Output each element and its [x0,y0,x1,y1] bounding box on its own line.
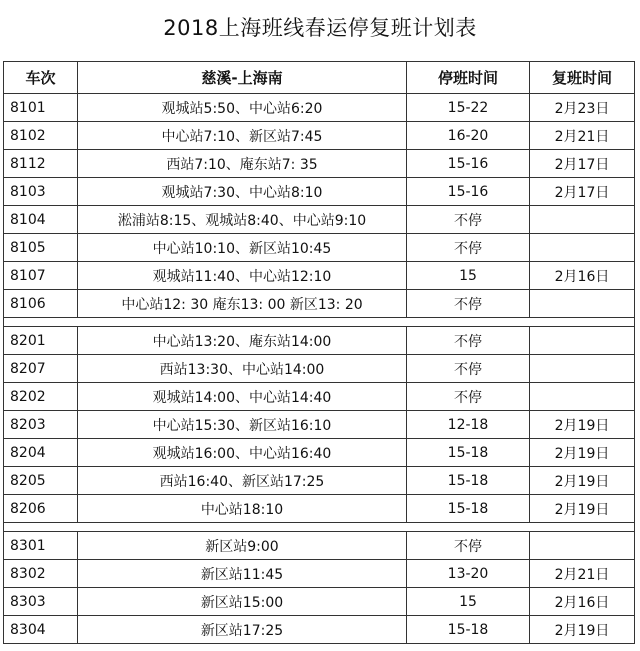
route-cell: 新区站17:25 [78,616,407,644]
table-row [4,355,635,383]
train-cell: 8304 [4,616,78,644]
table-header-row [4,62,635,94]
stop-time-cell: 不停 [407,383,530,411]
table-row [4,467,635,495]
stop-time-cell: 不停 [407,234,530,262]
train-cell: 8206 [4,495,78,523]
train-cell: 8207 [4,355,78,383]
route-cell: 西站16:40、新区站17:25 [78,467,407,495]
train-cell: 8106 [4,290,78,318]
route-cell: 中心站10:10、新区站10:45 [78,234,407,262]
header-resume-time: 复班时间 [530,62,635,94]
train-cell: 8107 [4,262,78,290]
route-cell: 观城站14:00、中心站14:40 [78,383,407,411]
table-row [4,290,635,318]
stop-time-cell: 15-18 [407,467,530,495]
stop-time-cell: 15 [407,262,530,290]
stop-time-cell: 不停 [407,327,530,355]
stop-time-cell: 12-18 [407,411,530,439]
train-cell: 8205 [4,467,78,495]
route-cell: 观城站16:00、中心站16:40 [78,439,407,467]
train-cell: 8101 [4,94,78,122]
stop-time-cell: 16-20 [407,122,530,150]
resume-time-cell [530,355,635,383]
route-cell: 中心站15:30、新区站16:10 [78,411,407,439]
resume-time-cell: 2月19日 [530,411,635,439]
route-cell: 新区站15:00 [78,588,407,616]
route-cell: 中心站18:10 [78,495,407,523]
table-row [4,234,635,262]
route-cell: 西站7:10、庵东站7: 35 [78,150,407,178]
resume-time-cell: 2月21日 [530,560,635,588]
stop-time-cell: 不停 [407,290,530,318]
stop-time-cell: 13-20 [407,560,530,588]
resume-time-cell: 2月17日 [530,178,635,206]
train-cell: 8202 [4,383,78,411]
table-row [4,94,635,122]
table-row [4,178,635,206]
header-route: 慈溪-上海南 [78,62,407,94]
stop-time-cell: 不停 [407,355,530,383]
train-cell: 8204 [4,439,78,467]
stop-time-cell: 不停 [407,532,530,560]
train-cell: 8112 [4,150,78,178]
resume-time-cell [530,206,635,234]
train-cell: 8302 [4,560,78,588]
train-cell: 8103 [4,178,78,206]
route-cell: 淞浦站8:15、观城站8:40、中心站9:10 [78,206,407,234]
resume-time-cell: 2月21日 [530,122,635,150]
page-title: 2018上海班线春运停复班计划表 [163,16,477,40]
stop-time-cell: 15 [407,588,530,616]
resume-time-cell: 2月17日 [530,150,635,178]
table-body [4,94,635,644]
train-cell: 8201 [4,327,78,355]
resume-time-cell: 2月23日 [530,94,635,122]
stop-time-cell: 15-16 [407,150,530,178]
stop-time-cell: 15-18 [407,495,530,523]
table-row [4,495,635,523]
route-cell: 西站13:30、中心站14:00 [78,355,407,383]
resume-time-cell [530,234,635,262]
train-cell: 8303 [4,588,78,616]
route-cell: 观城站5:50、中心站6:20 [78,94,407,122]
table-row [4,411,635,439]
route-cell: 中心站13:20、庵东站14:00 [78,327,407,355]
table-row [4,150,635,178]
table-row [4,262,635,290]
resume-time-cell [530,290,635,318]
route-cell: 新区站11:45 [78,560,407,588]
table-row [4,560,635,588]
header-stop-time: 停班时间 [407,62,530,94]
resume-time-cell: 2月19日 [530,616,635,644]
resume-time-cell: 2月16日 [530,262,635,290]
header-train: 车次 [4,62,78,94]
route-cell: 中心站7:10、新区站7:45 [78,122,407,150]
train-cell: 8104 [4,206,78,234]
stop-time-cell: 15-22 [407,94,530,122]
stop-time-cell: 15-18 [407,616,530,644]
table-row [4,616,635,644]
stop-time-cell: 15-18 [407,439,530,467]
table-row [4,327,635,355]
resume-time-cell [530,383,635,411]
schedule-table [3,61,635,644]
train-cell: 8301 [4,532,78,560]
route-cell: 观城站7:30、中心站8:10 [78,178,407,206]
group-separator [4,318,635,327]
train-cell: 8102 [4,122,78,150]
route-cell: 新区站9:00 [78,532,407,560]
resume-time-cell: 2月19日 [530,467,635,495]
resume-time-cell [530,532,635,560]
separator-cell [4,318,635,327]
table-row [4,532,635,560]
table-row [4,439,635,467]
train-cell: 8203 [4,411,78,439]
stop-time-cell: 15-16 [407,178,530,206]
group-separator [4,523,635,532]
route-cell: 观城站11:40、中心站12:10 [78,262,407,290]
table-row [4,588,635,616]
resume-time-cell: 2月19日 [530,495,635,523]
train-cell: 8105 [4,234,78,262]
table-row [4,383,635,411]
resume-time-cell: 2月19日 [530,439,635,467]
resume-time-cell [530,327,635,355]
resume-time-cell: 2月16日 [530,588,635,616]
route-cell: 中心站12: 30 庵东13: 00 新区13: 20 [78,290,407,318]
stop-time-cell: 不停 [407,206,530,234]
table-row [4,122,635,150]
separator-cell [4,523,635,532]
table-row [4,206,635,234]
